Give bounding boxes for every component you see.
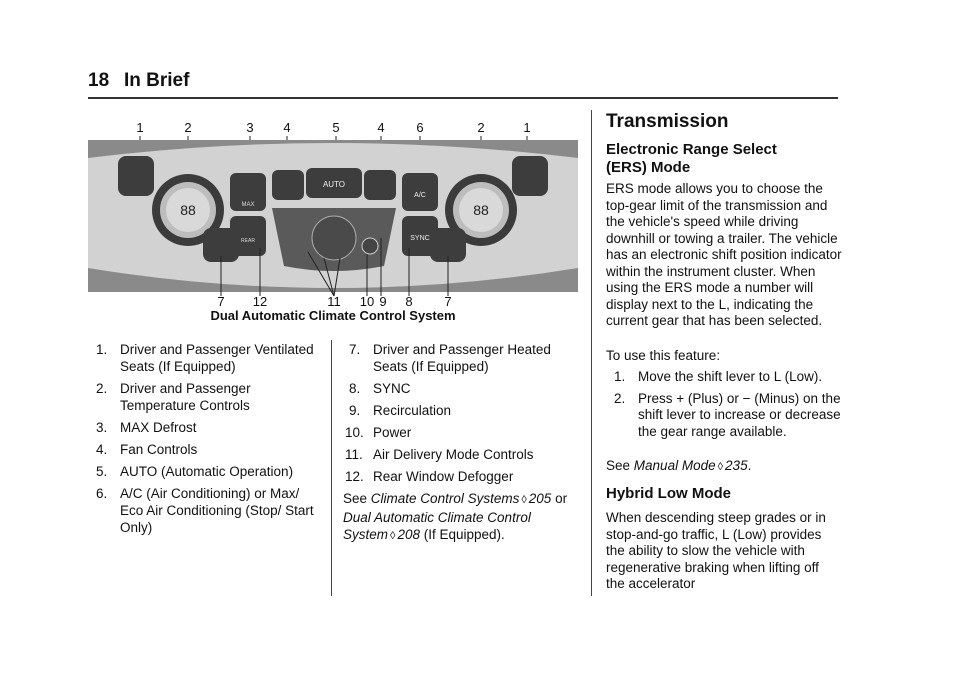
legend-list-middle	[343, 341, 581, 545]
list-item: 10. Power	[345, 425, 412, 440]
list-item: 2. Driver and Passenger Temperature Controls	[96, 381, 251, 413]
list-item: 3. MAX Defrost	[96, 420, 197, 435]
list-item: 1. Move the shift lever to L (Low).	[614, 369, 823, 384]
list-item: 5. AUTO (Automatic Operation)	[96, 464, 294, 479]
page-ref-icon: ◊	[717, 461, 724, 473]
list-item: 4. Fan Controls	[96, 442, 198, 457]
header-rule	[88, 97, 838, 99]
ers-body-text: ERS mode allows you to choose the top-gear limit of the transmission and the vehicle's speed while driving downhill or towing a trailer. The vehicle has an electronic shift position indicator within the instrument cluster. When using the ERS mode a number will display next to the L, indicating the current gear that has been selected.	[606, 181, 842, 328]
callout-top-4: 4	[283, 120, 291, 135]
callout-bottom-1: 7	[217, 294, 225, 308]
list-item: 12. Rear Window Defogger	[345, 469, 514, 484]
list-item: 1. Driver and Passenger Ventilated Seats (If Equipped)	[96, 342, 314, 374]
callout-top-6: 4	[377, 120, 385, 135]
see-manual-mode: See Manual Mode ◊ 235.	[606, 458, 752, 473]
callout-top-1: 1	[136, 120, 144, 135]
callout-bottom-5: 9	[379, 294, 387, 308]
link-dual-automatic-climate-control[interactable]: Dual Automatic Climate Control System	[343, 510, 531, 542]
svg-text:A/C: A/C	[414, 192, 426, 199]
list-item: 2. Press + (Plus) or − (Minus) on the shift lever to increase or decrease the gear range available.	[614, 390, 841, 439]
figure-caption: Dual Automatic Climate Control System	[210, 308, 456, 323]
list-item: 9. Recirculation	[349, 403, 452, 418]
heading-hybrid-low-mode: Hybrid Low Mode	[606, 485, 731, 502]
link-climate-control-systems[interactable]: Climate Control Systems	[370, 491, 520, 506]
callout-top-2: 2	[184, 120, 192, 135]
step-list	[614, 369, 844, 445]
column-divider-right	[591, 110, 592, 596]
callout-top-7: 6	[416, 120, 424, 135]
list-item: 8. SYNC	[349, 381, 411, 396]
column-divider-left	[331, 340, 332, 596]
callout-bottom-6: 8	[405, 294, 413, 308]
svg-text:AUTO: AUTO	[322, 180, 346, 189]
heading-ers-mode: Electronic Range Select (ERS) Mode	[606, 141, 777, 176]
list-item: 11. Air Delivery Mode Controls	[345, 447, 534, 462]
use-intro: To use this feature:	[606, 348, 721, 363]
callout-bottom-4: 10	[359, 294, 375, 308]
svg-text:SYNC: SYNC	[410, 235, 430, 242]
callout-top-3: 3	[246, 120, 254, 135]
callout-top-9: 1	[523, 120, 531, 135]
svg-text:MAX: MAX	[241, 202, 255, 208]
link-manual-mode[interactable]: Manual Mode	[633, 458, 716, 473]
svg-text:88: 88	[180, 202, 196, 218]
callout-top-8: 2	[477, 120, 485, 135]
page-number: 18	[88, 70, 110, 91]
climate-panel-illustration	[88, 118, 578, 308]
callout-bottom-3: 11	[327, 294, 341, 308]
climate-control-figure	[88, 118, 578, 308]
callout-bottom-7: 7	[444, 294, 452, 308]
hybrid-body-text: When descending steep grades or in stop-and-go traffic, L (Low) provides the ability to slow the vehicle with regenerative braking when lifting off the accelerator	[606, 510, 826, 591]
section-title: In Brief	[124, 70, 190, 91]
list-item: 7. Driver and Passenger Heated Seats (If Equipped)	[349, 342, 551, 374]
svg-text:88: 88	[473, 202, 489, 218]
see-also: See Climate Control Systems ◊ 205 or Dual Automatic Climate Control System ◊ 208 (If Equipped).	[343, 491, 568, 542]
heading-transmission: Transmission	[606, 111, 729, 132]
list-item: 6. A/C (Air Conditioning) or Max/ Eco Air Conditioning (Stop/ Start Only)	[96, 486, 314, 535]
legend-list-left	[96, 341, 318, 541]
page-ref-icon: ◊	[521, 494, 527, 506]
callout-bottom-2: 12	[252, 294, 268, 308]
callout-top-5: 5	[332, 120, 340, 135]
svg-text:REAR: REAR	[241, 238, 255, 244]
page-ref-icon: ◊	[390, 530, 396, 542]
